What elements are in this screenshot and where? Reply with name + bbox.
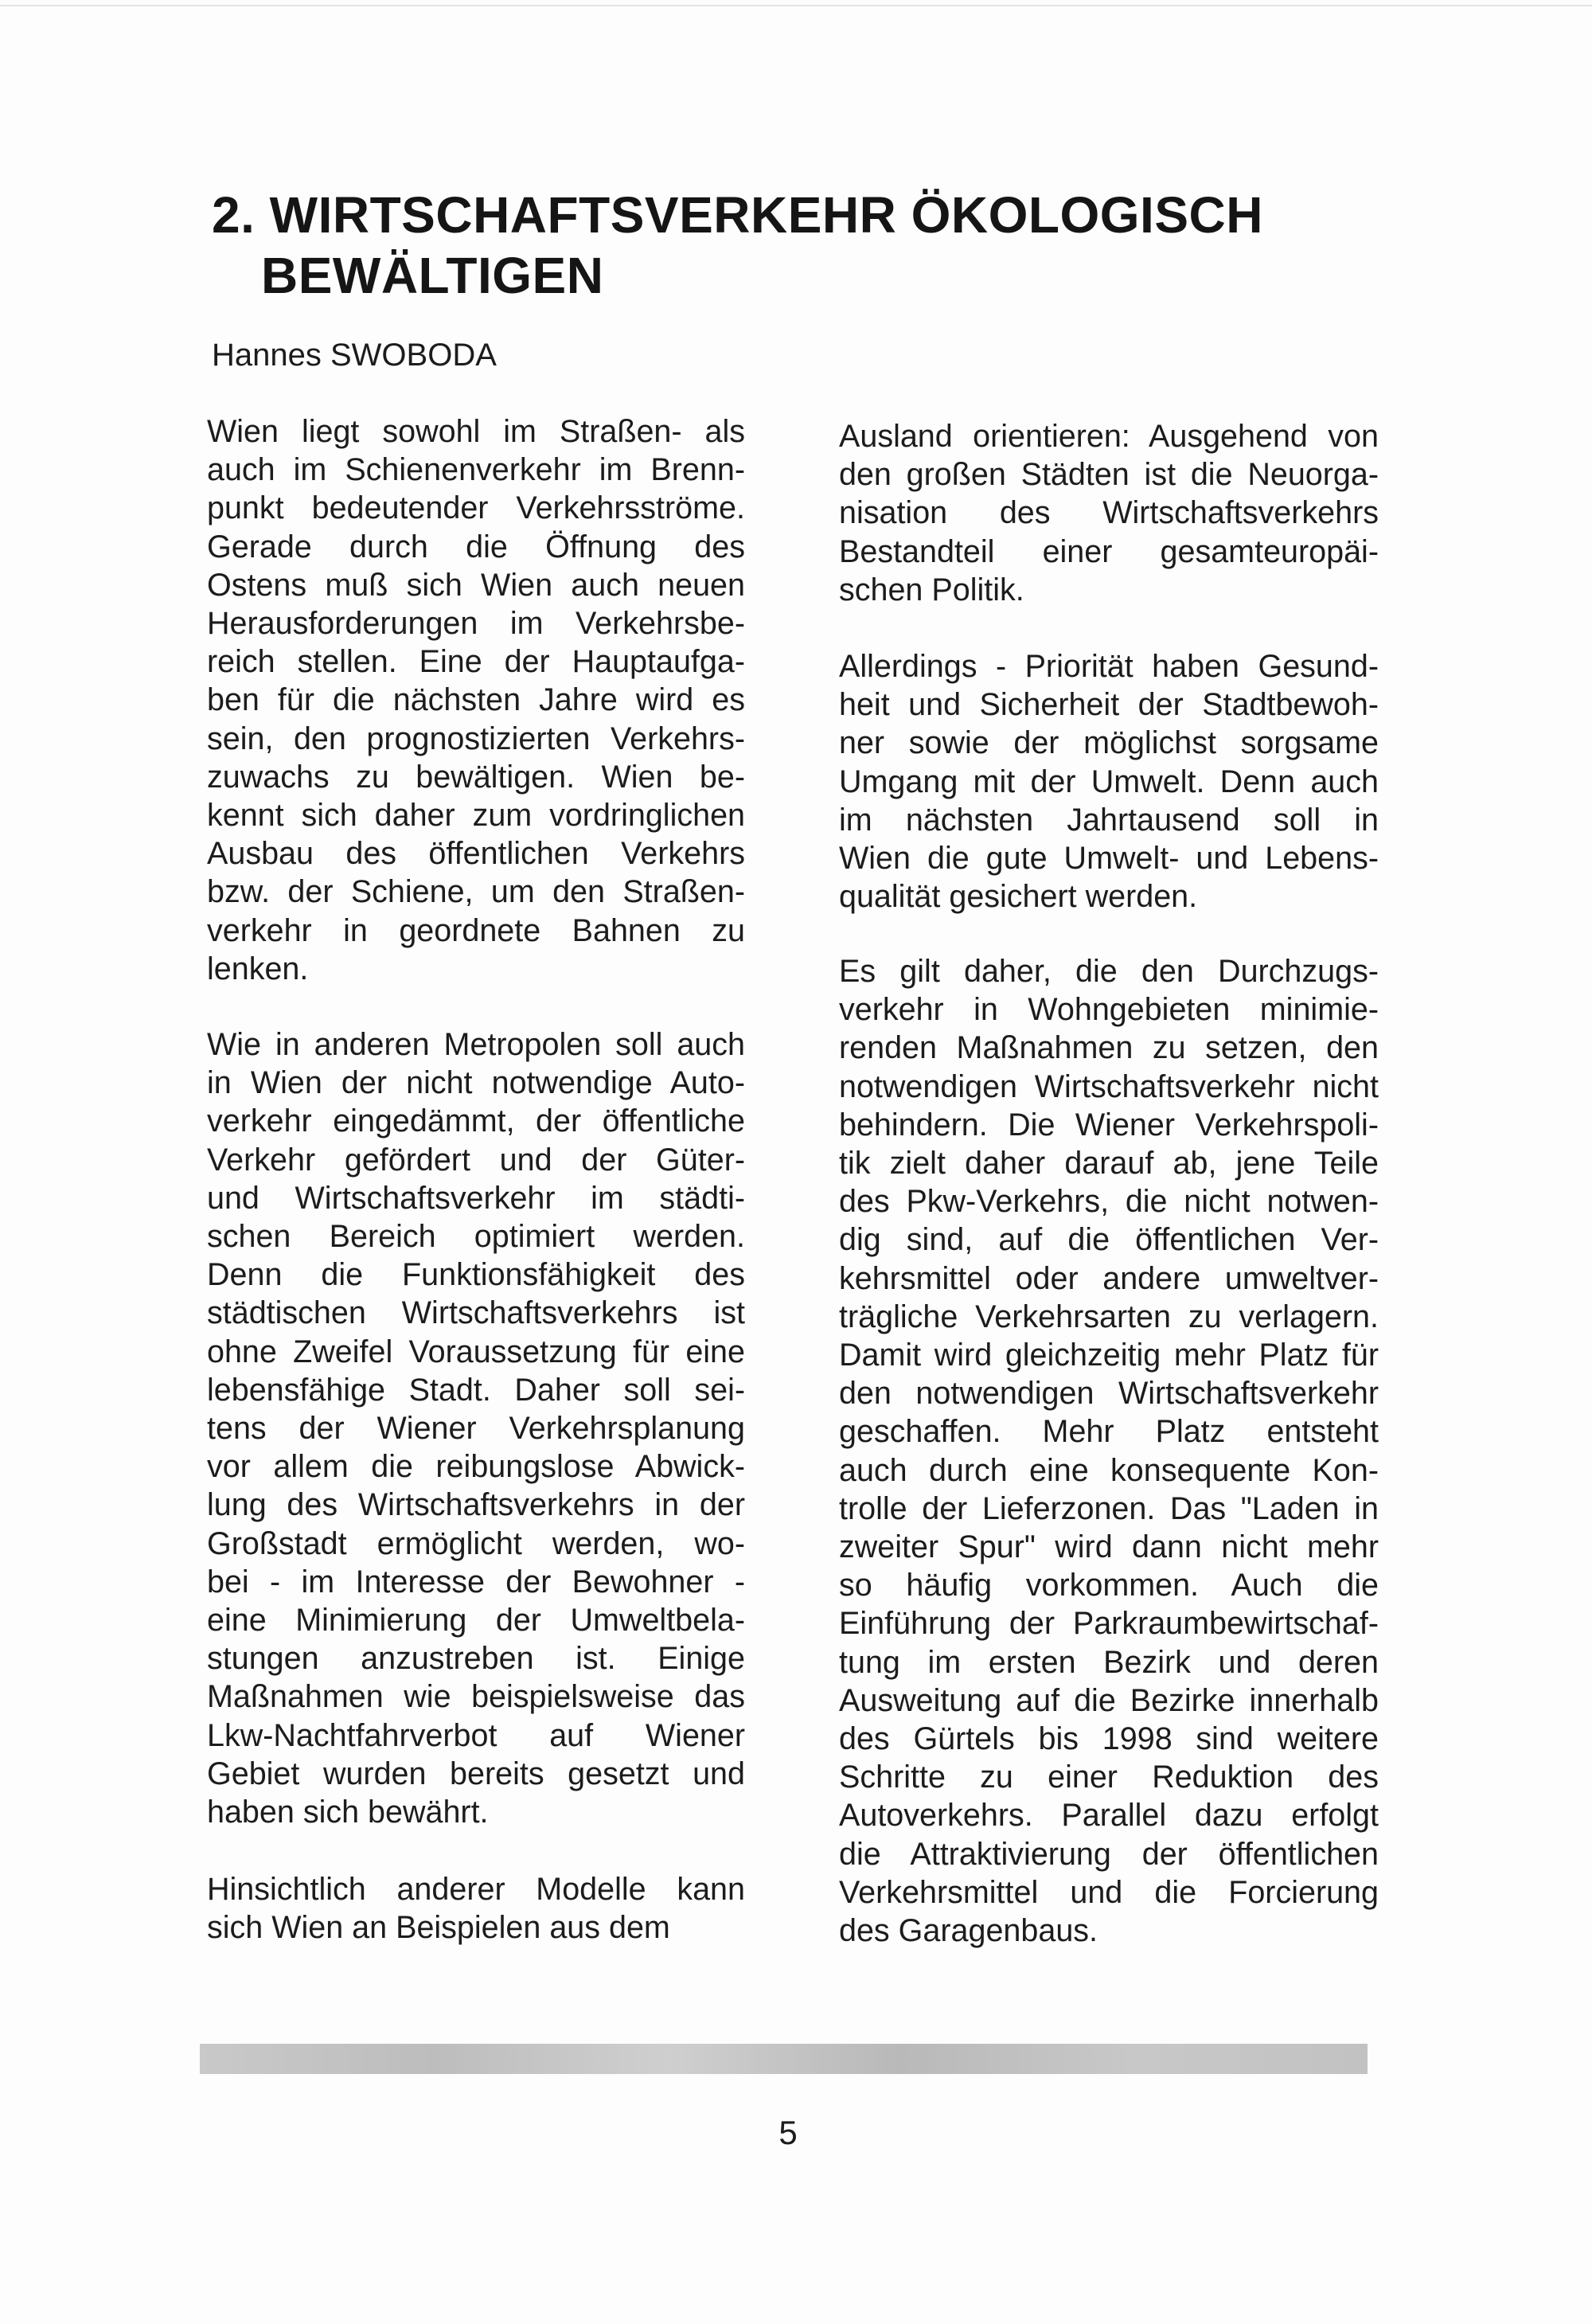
text-line: lebensfähige Stadt. Daher soll sei- (207, 1372, 745, 1408)
text-line: Wien liegt sowohl im Straßen- als (207, 414, 745, 449)
text-line: Autoverkehrs. Parallel dazu erfolgt (839, 1798, 1379, 1834)
text-line: die Attraktivierung der öffentlichen (839, 1836, 1379, 1872)
title-line-1: WIRTSCHAFTSVERKEHR ÖKOLOGISCH (269, 186, 1263, 244)
text-line: so häufig vorkommen. Auch die (839, 1568, 1379, 1603)
text-line: Damit wird gleichzeitig mehr Platz für (839, 1338, 1379, 1373)
decorative-gray-bar (200, 2044, 1368, 2074)
text-line: sein, den prognostizierten Verkehrs- (207, 721, 745, 756)
text-line: ner sowie der möglichst sorgsame (839, 725, 1379, 761)
text-line: Denn die Funktionsfähigkeit des (207, 1257, 745, 1293)
text-line: behindern. Die Wiener Verkehrspoli- (839, 1107, 1379, 1142)
text-line: bei - im Interesse der Bewohner - (207, 1564, 745, 1599)
text-line: den großen Städten ist die Neuorga- (839, 457, 1379, 493)
text-line: reich stellen. Eine der Hauptaufga- (207, 644, 745, 680)
text-line: ohne Zweifel Voraussetzung für eine (207, 1334, 745, 1369)
text-line: Verkehrsmittel und die Forcierung (839, 1874, 1379, 1910)
text-line: stungen anzustreben ist. Einige (207, 1641, 745, 1677)
text-line: Es gilt daher, die den Durchzugs- (839, 954, 1379, 989)
text-line: des Garagenbaus. (839, 1913, 1098, 1949)
text-line: Wien die gute Umwelt- und Lebens- (839, 841, 1379, 877)
page-title (212, 185, 1263, 306)
text-line: Gebiet wurden bereits gesetzt und (207, 1756, 745, 1791)
text-line: bzw. der Schiene, um den Straßen- (207, 874, 745, 910)
text-line: in Wien der nicht notwendige Auto- (207, 1065, 745, 1101)
author: Hannes SWOBODA (212, 338, 497, 373)
text-line: dig sind, auf die öffentlichen Ver- (839, 1222, 1379, 1258)
text-line: haben sich bewährt. (207, 1795, 489, 1830)
text-line: Hinsichtlich anderer Modelle kann (207, 1872, 745, 1907)
left-paragraph-3 (207, 1870, 745, 1947)
text-line: Ostens muß sich Wien auch neuen (207, 567, 745, 603)
right-paragraph-3 (839, 952, 1379, 1950)
text-line: im nächsten Jahrtausend soll in (839, 802, 1379, 838)
text-line: des Gürtels bis 1998 sind weitere (839, 1721, 1379, 1757)
title-line-2: BEWÄLTIGEN (261, 247, 604, 304)
text-line: auch durch eine konsequente Kon- (839, 1452, 1379, 1488)
text-line: und Wirtschaftsverkehr im städti- (207, 1180, 745, 1216)
text-line: Ausweitung auf die Bezirke innerhalb (839, 1682, 1379, 1718)
right-paragraph-2 (839, 647, 1379, 916)
text-line: eine Minimierung der Umweltbela- (207, 1603, 745, 1639)
text-line: ben für die nächsten Jahre wird es (207, 682, 745, 718)
text-line: schen Bereich optimiert werden. (207, 1219, 745, 1255)
text-line: den notwendigen Wirtschaftsverkehr (839, 1376, 1379, 1412)
text-line: renden Maßnahmen zu setzen, den (839, 1030, 1379, 1066)
text-line: zweiter Spur" wird dann nicht mehr (839, 1529, 1379, 1565)
text-line: nisation des Wirtschaftsverkehrs (839, 495, 1379, 531)
text-line: Umgang mit der Umwelt. Denn auch (839, 764, 1379, 799)
text-line: Herausforderungen im Verkehrsbe- (207, 606, 745, 642)
text-line: Lkw-Nachtfahrverbot auf Wiener (207, 1717, 745, 1753)
text-line: verkehr eingedämmt, der öffentliche (207, 1103, 745, 1139)
left-paragraph-1 (207, 412, 745, 988)
title-number: 2. (212, 186, 256, 244)
text-line: Gerade durch die Öffnung des (207, 529, 745, 564)
text-line: trägliche Verkehrsarten zu verlagern. (839, 1299, 1379, 1334)
text-line: lung des Wirtschaftsverkehrs in der (207, 1487, 745, 1523)
scan-edge-line (0, 5, 1592, 6)
text-line: heit und Sicherheit der Stadtbewoh- (839, 687, 1379, 723)
text-line: tung im ersten Bezirk und deren (839, 1644, 1379, 1680)
text-line: Großstadt ermöglicht werden, wo- (207, 1525, 745, 1561)
text-line: kennt sich daher zum vordringlichen (207, 798, 745, 834)
text-line: Allerdings - Priorität haben Gesund- (839, 649, 1379, 684)
text-line: städtischen Wirtschaftsverkehrs ist (207, 1295, 745, 1331)
text-line: Verkehr gefördert und der Güter- (207, 1142, 745, 1178)
text-line: Ausbau des öffentlichen Verkehrs (207, 836, 745, 872)
text-line: trolle der Lieferzonen. Das "Laden in (839, 1490, 1379, 1526)
text-line: verkehr in Wohngebieten minimie- (839, 992, 1379, 1028)
text-line: Maßnahmen wie beispielsweise das (207, 1679, 745, 1715)
text-line: des Pkw-Verkehrs, die nicht notwen- (839, 1184, 1379, 1220)
text-line: Ausland orientieren: Ausgehend von (839, 419, 1379, 454)
text-line: lenken. (207, 951, 309, 986)
text-line: Wie in anderen Metropolen soll auch (207, 1027, 745, 1062)
text-line: kehrsmittel oder andere umweltver- (839, 1260, 1379, 1296)
text-line: Bestandteil einer gesamteuropäi- (839, 533, 1379, 569)
text-line: qualität gesichert werden. (839, 879, 1198, 915)
text-line: vor allem die reibungslose Abwick- (207, 1449, 745, 1485)
text-line: geschaffen. Mehr Platz entsteht (839, 1414, 1379, 1450)
text-line: zuwachs zu bewältigen. Wien be- (207, 759, 745, 795)
right-paragraph-1 (839, 417, 1379, 609)
text-line: sich Wien an Beispielen aus dem (207, 1910, 670, 1946)
text-line: Einführung der Parkraumbewirtschaf- (839, 1606, 1379, 1642)
text-line: punkt bedeutender Verkehrsströme. (207, 490, 745, 526)
text-line: schen Politik. (839, 572, 1024, 607)
text-line: tens der Wiener Verkehrsplanung (207, 1411, 745, 1447)
text-line: tik zielt daher darauf ab, jene Teile (839, 1146, 1379, 1182)
text-line: notwendigen Wirtschaftsverkehr nicht (839, 1068, 1379, 1104)
text-line: verkehr in geordnete Bahnen zu (207, 912, 745, 948)
text-line: auch im Schienenverkehr im Brenn- (207, 452, 745, 488)
text-line: Schritte zu einer Reduktion des (839, 1760, 1379, 1795)
left-paragraph-2 (207, 1025, 745, 1831)
page-number: 5 (778, 2114, 798, 2151)
